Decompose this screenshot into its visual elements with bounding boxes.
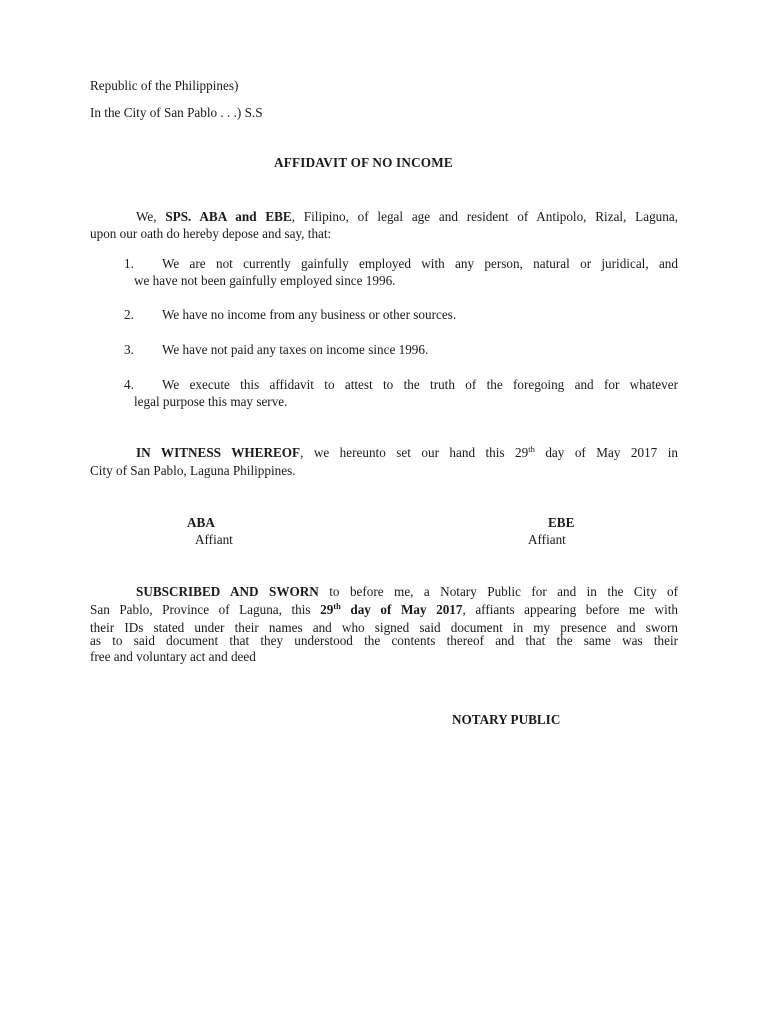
witness-sup: th xyxy=(528,444,535,454)
jurat-date xyxy=(320,602,462,617)
jurat-month-year: day of May 2017 xyxy=(340,602,463,617)
document-title: AFFIDAVIT OF NO INCOME xyxy=(274,155,453,170)
signatory-role: Affiant xyxy=(195,532,233,547)
list-item-number: 1. xyxy=(124,256,134,271)
jurat-line-2 xyxy=(90,601,678,618)
intro-rest: , Filipino, of legal age and resident of Antipolo, Rizal, Laguna, xyxy=(291,209,679,224)
list-item xyxy=(124,341,678,358)
jurat-line-2-a: San Pablo, Province of Laguna, this xyxy=(90,602,321,617)
list-item-line-1: We execute this affidavit to attest to the truth of the foregoing and for whatever xyxy=(162,377,678,392)
jurat-day: 29 xyxy=(320,602,334,617)
header-line-1: Republic of the Philippines) xyxy=(90,78,239,93)
header-line-2: In the City of San Pablo . . .) S.S xyxy=(90,105,263,120)
list-item-line-1: We have no income from any business or other sources. xyxy=(162,307,457,322)
intro-line-2: upon our oath do hereby depose and say, that: xyxy=(90,226,332,241)
intro-lead: We, xyxy=(136,209,166,224)
witness-line-1 xyxy=(90,444,678,461)
witness-text-a: , we hereunto set our hand this 29 xyxy=(300,445,529,460)
jurat-line-1 xyxy=(90,583,678,600)
witness-line-2: City of San Pablo, Laguna Philippines. xyxy=(90,463,296,478)
notary-public-label: NOTARY PUBLIC xyxy=(452,712,561,727)
jurat-day-sup: th xyxy=(333,601,341,611)
list-item-line-1: We are not currently gainfully employed with any person, natural or juridical, and xyxy=(162,256,678,271)
jurat-line-4: as to said document that they understood the contents thereof and that the same was their xyxy=(90,633,678,648)
list-item-number: 2. xyxy=(124,307,134,322)
list-item-number: 3. xyxy=(124,342,134,357)
signatory-name: EBE xyxy=(548,515,575,530)
witness-bold: IN WITNESS WHEREOF xyxy=(136,445,301,460)
list-item xyxy=(124,376,678,410)
signatory-name: ABA xyxy=(187,515,215,530)
intro-line-1 xyxy=(90,208,678,225)
jurat-line-2-b: , affiants appearing before me with xyxy=(462,602,678,617)
intro-names: SPS. ABA and EBE xyxy=(165,209,292,224)
list-item xyxy=(124,306,678,323)
signatory-role: Affiant xyxy=(528,532,566,547)
jurat-bold: SUBSCRIBED AND SWORN xyxy=(136,584,319,599)
list-item xyxy=(124,255,678,289)
jurat-text-1: to before me, a Notary Public for and in the City of xyxy=(318,584,679,599)
jurat-line-3: their IDs stated under their names and who signed said document in my presence and sworn xyxy=(90,620,678,635)
jurat-line-5: free and voluntary act and deed xyxy=(90,649,256,664)
witness-text-b: day of May 2017 in xyxy=(534,445,678,460)
list-item-line-1: We have not paid any taxes on income since 1996. xyxy=(162,342,429,357)
list-item-number: 4. xyxy=(124,377,134,392)
list-item-line-2: we have not been gainfully employed since 1996. xyxy=(134,273,396,288)
list-item-line-2: legal purpose this may serve. xyxy=(134,394,288,409)
